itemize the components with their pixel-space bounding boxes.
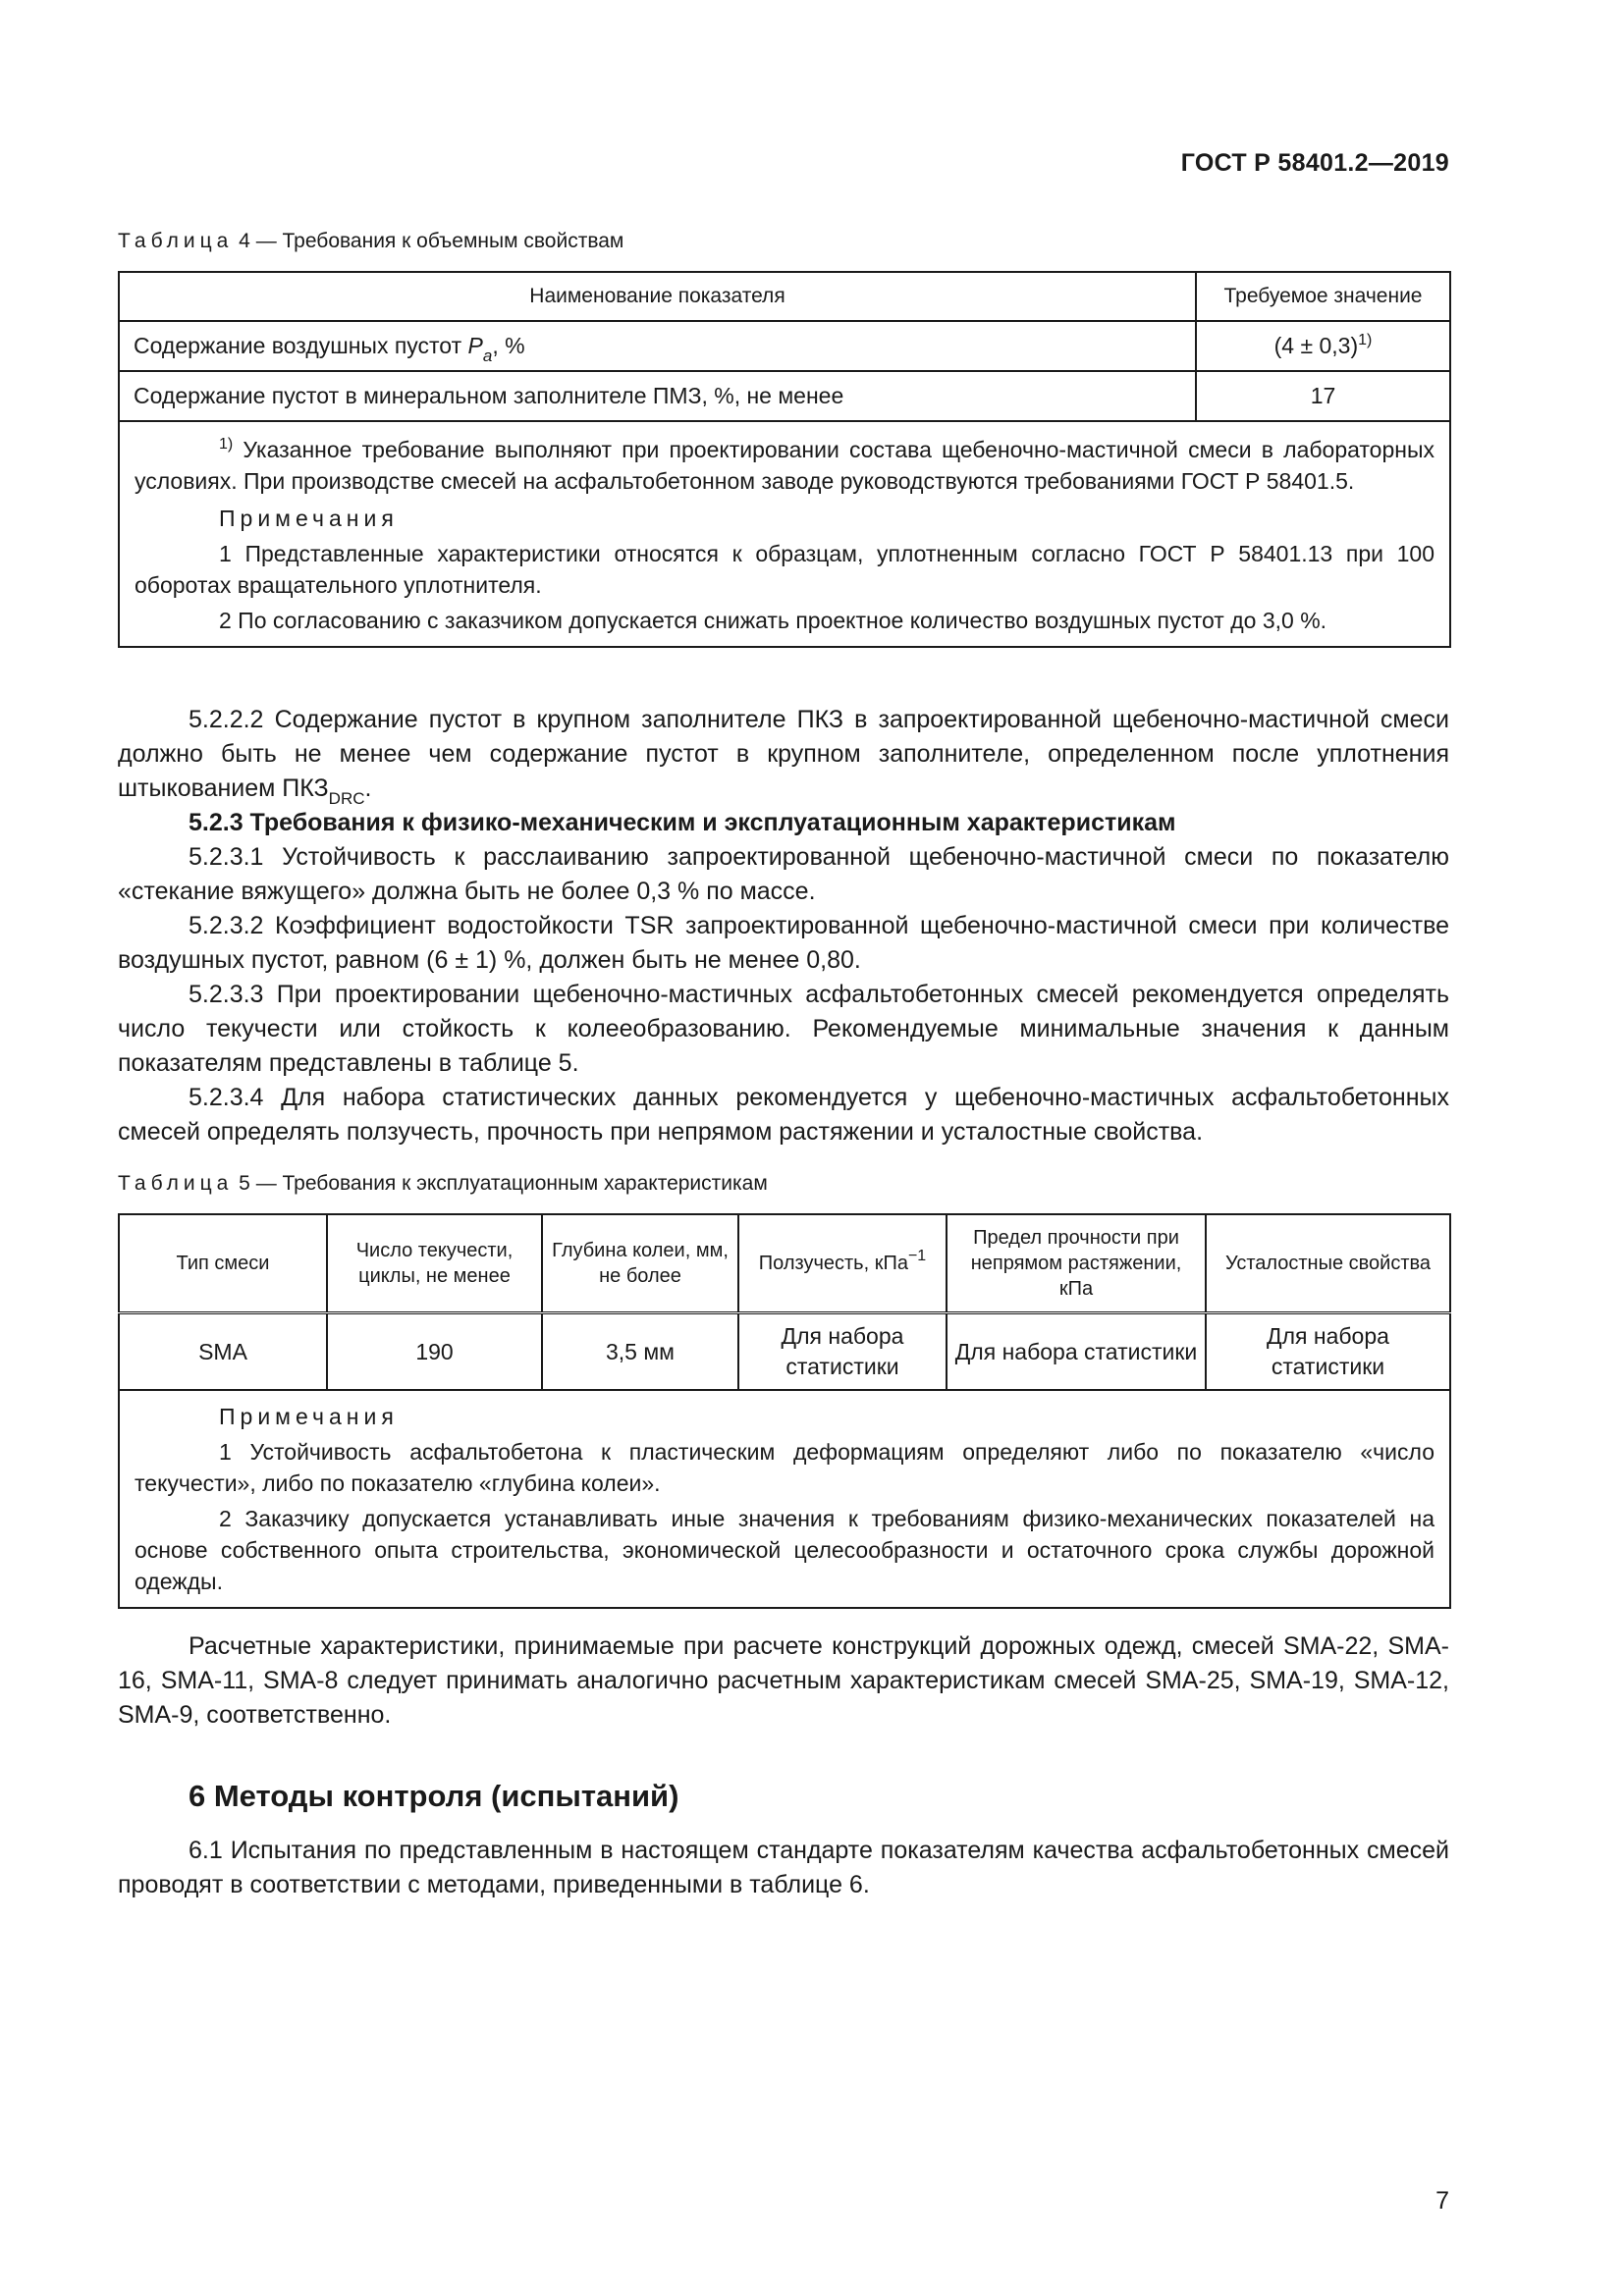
footnote-text: Указанное требование выполняют при проектировании состава щебеночно-мастичной смеси в лабораторных условиях. При производстве смесей на асфальтобетонном заводе руководствуются требованиями ГОСТ Р 58401.5.: [135, 437, 1435, 494]
table4-header-name: Наименование показателя: [119, 272, 1196, 321]
air-voids-subscript: a: [482, 347, 493, 365]
cell-creep: Для набора статистики: [738, 1313, 947, 1391]
paragraph-design-characteristics: Расчетные характеристики, принимаемые при расчете конструкций дорожных одежд, смесей SMA-22, SMA-16, SMA-11, SMA-8 следует принимать аналогично расчетным характеристикам смесей SMA-25, SMA-19, SMA-12, SMA-9, соответственно.: [118, 1632, 1449, 1729]
table4-notes: [119, 421, 1450, 647]
table5-header-row: [119, 1214, 1450, 1313]
table5-note-1: 1 Устойчивость асфальтобетона к пластическим деформациям определяют либо по показателю «число текучести», либо по показателю «глубина колеи».: [135, 1439, 1435, 1496]
paragraph-end: .: [364, 774, 372, 802]
table5-notes: [119, 1390, 1450, 1608]
page-number: 7: [1435, 2187, 1449, 2215]
table4-footnote: [135, 434, 1435, 497]
paragraph-5-2-2-2: [118, 703, 1449, 806]
paragraph-5-2-3-4: 5.2.3.4 Для набора статистических данных рекомендуется у щебеночно-мастичных асфальтобетонных смесей определять ползучесть, прочность при непрямом растяжении и усталостные свойства.: [118, 1084, 1449, 1146]
footnote-mark: 1): [219, 436, 234, 453]
header-flow-number: Число текучести, циклы, не менее: [327, 1214, 542, 1313]
header-creep: [738, 1214, 947, 1313]
paragraph-text: 5.2.2.2 Содержание пустот в крупном заполнителе ПКЗ в запроектированной щебеночно-мастичной смеси должно быть не менее чем содержание пустот в крупном заполнителе, определенном после уплотнения штыкованием ПКЗ: [118, 706, 1449, 802]
table5-notes-row: [119, 1390, 1450, 1608]
header-rut-depth: Глубина колеи, мм, не более: [542, 1214, 738, 1313]
table4-cell-value: 17: [1196, 371, 1450, 421]
creep-label: Ползучесть, кПа: [758, 1253, 908, 1274]
header-fatigue: Усталостные свойства: [1206, 1214, 1450, 1313]
table4-header-value: Требуемое значение: [1196, 272, 1450, 321]
section-6-title: 6 Методы контроля (испытаний): [189, 1779, 679, 1813]
table4-cell-value: [1196, 321, 1450, 371]
cell-tensile-strength: Для набора статистики: [947, 1313, 1206, 1391]
table5-note-2: 2 Заказчику допускается устанавливать иные значения к требованиям физико-механических показателей на основе собственного опыта строительства, экономической целесообразности и остаточного срока службы дорожной одежды.: [135, 1506, 1435, 1594]
header-mix-type: Тип смеси: [119, 1214, 327, 1313]
table5-caption-title: 5 — Требования к эксплуатационным характеристикам: [233, 1172, 768, 1195]
table4-notes-row: [119, 421, 1450, 647]
row-name-text: Содержание воздушных пустот: [134, 333, 468, 358]
table4: [118, 271, 1451, 648]
cell-fatigue: Для набора статистики: [1206, 1313, 1450, 1391]
table4-note-1: 1 Представленные характеристики относятся к образцам, уплотненным согласно ГОСТ Р 58401.13 при 100 оборотах вращательного уплотнителя.: [135, 541, 1435, 598]
table4-caption-prefix: Таблица: [118, 230, 234, 252]
standard-id: ГОСТ Р 58401.2—2019: [1180, 149, 1449, 177]
paragraph-6-1: 6.1 Испытания по представленным в настоящем стандарте показателям качества асфальтобетонных смесей проводят в соответствии с методами, приведенными в таблице 6.: [118, 1837, 1449, 1898]
table5-caption: [118, 1172, 768, 1196]
air-voids-symbol: P: [467, 333, 483, 358]
table-row: [119, 1313, 1450, 1391]
body-text: [118, 703, 1449, 1149]
table5: [118, 1213, 1451, 1609]
table4-notes-title: Примечания: [219, 506, 399, 531]
section-6-body: [118, 1834, 1449, 1902]
row-name-unit: , %: [492, 333, 525, 358]
table-row: [119, 321, 1450, 371]
table-row: [119, 371, 1450, 421]
paragraph-5-2-3-1: 5.2.3.1 Устойчивость к расслаиванию запроектированной щебеночно-мастичной смеси по показателю «стекание вяжущего» должна быть не более 0,3 % по массе.: [118, 843, 1449, 905]
table4-caption: [118, 230, 623, 253]
cell-rut-depth: 3,5 мм: [542, 1313, 738, 1391]
cell-mix-type: SMA: [119, 1313, 327, 1391]
body-text-after-table: [118, 1629, 1449, 1733]
table4-cell-name: [119, 321, 1196, 371]
cell-flow-number: 190: [327, 1313, 542, 1391]
creep-exponent: −1: [907, 1248, 927, 1264]
footnote-ref: 1): [1358, 332, 1373, 348]
header-tensile-strength: Предел прочности при непрямом растяжении, кПа: [947, 1214, 1206, 1313]
heading-5-2-3: 5.2.3 Требования к физико-механическим и эксплуатационным характеристикам: [189, 809, 1176, 836]
drc-subscript: DRC: [328, 789, 365, 808]
table5-caption-prefix: Таблица: [118, 1172, 234, 1195]
table5-notes-title: Примечания: [219, 1404, 399, 1429]
row-value: (4 ± 0,3): [1273, 333, 1359, 358]
paragraph-5-2-3-3: 5.2.3.3 При проектировании щебеночно-мастичных асфальтобетонных смесей рекомендуется определять число текучести или стойкость к колееобразованию. Рекомендуемые минимальные значения к данным показателям представлены в таблице 5.: [118, 981, 1449, 1077]
table4-header-row: [119, 272, 1450, 321]
table4-cell-name: Содержание пустот в минеральном заполнителе ПМЗ, %, не менее: [119, 371, 1196, 421]
table4-note-2: 2 По согласованию с заказчиком допускается снижать проектное количество воздушных пустот до 3,0 %.: [219, 608, 1327, 633]
table4-caption-title: 4 — Требования к объемным свойствам: [233, 230, 624, 252]
paragraph-5-2-3-2: 5.2.3.2 Коэффициент водостойкости TSR запроектированной щебеночно-мастичной смеси при количестве воздушных пустот, равном (6 ± 1) %, должен быть не менее 0,80.: [118, 912, 1449, 974]
